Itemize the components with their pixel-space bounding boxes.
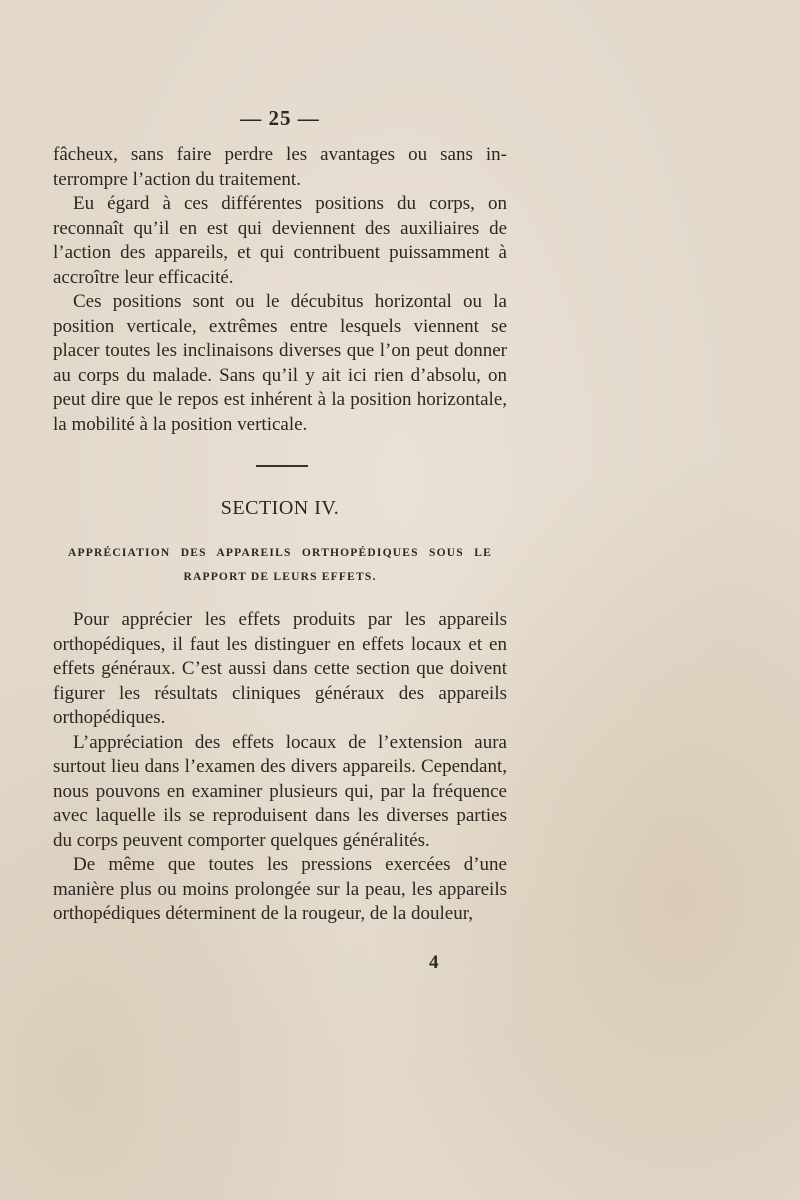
paragraph: De même que toutes les pressions exercées d’une manière plus ou moins prolongée sur la peau, les appareils orthopédiques déterminent de la rougeur, de la douleur, (53, 854, 507, 924)
paragraph: Eu égard à ces différentes positions du corps, on reconnaît qu’il en est qui deviennent des auxiliaires de l’action des appareils, et qui contribuent puissamment à accroître leur efficacité. (53, 193, 507, 288)
section-title: SECTION IV. (220, 497, 340, 519)
paragraph: Ces positions sont ou le décubitus horizontal ou la position verticale, extrêmes entre lesquels viennent se placer toutes les inclinaisons diverses que l’on peut donner au corps du malade. Sans qu’il y ait ici rien d’absolu, on peut dire que le repos est inhérent à la position horizontale, la mobilité à la position verticale. (53, 291, 507, 435)
text-block-top (53, 143, 507, 437)
paragraph: fâcheux, sans faire perdre les avantages ou sans in-terrompre l’action du traitement. (53, 144, 507, 190)
page-number: — 25 — (240, 106, 320, 130)
paragraph: Pour apprécier les effets produits par les appareils orthopédiques, il faut les distinguer en effets locaux et en effets généraux. C’est aussi dans cette section que doivent figurer les résultats cliniques généraux des appareils orthopédiques. (53, 609, 507, 728)
text-block-bottom (53, 608, 507, 927)
paragraph: L’appréciation des effets locaux de l’extension aura surtout lieu dans l’examen des divers appareils. Cependant, nous pouvons en examiner plusieurs qui, par la fréquence avec laquelle ils se reproduisent dans les diverses parties du corps peuvent comporter quelques généralités. (53, 731, 507, 851)
signature-mark: 4 (429, 952, 439, 973)
section-subtitle: APPRÉCIATION DES APPAREILS ORTHOPÉDIQUES SOUS LE RAPPORT DE LEURS EFFETS. (68, 547, 492, 583)
section-divider (256, 465, 308, 467)
